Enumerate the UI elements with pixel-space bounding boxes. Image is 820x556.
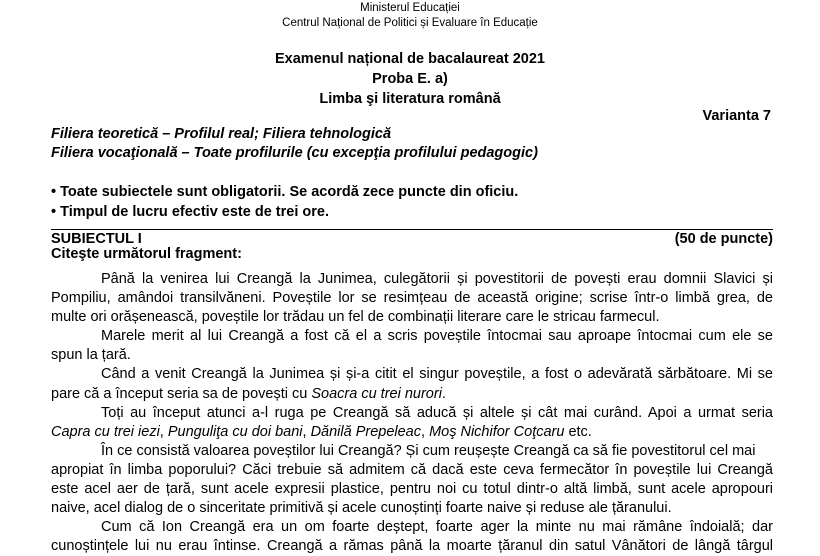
title-soacra: Soacra cu trei nurori <box>311 385 442 402</box>
fragment-line: apropiat în limba poporului? Căci trebuie să admitem că dacă este ceva fermecător în poveștile lui Creangă <box>51 461 773 478</box>
title-pungulita: Punguliţa cu doi bani <box>167 423 303 440</box>
title-danila: Dănilă Prepeleac <box>310 423 421 440</box>
section-instruction: Citeşte următorul fragment: <box>51 246 242 262</box>
fragment-line <box>51 423 773 442</box>
fragment-text: etc. <box>564 423 592 440</box>
fragment-line: naive, acel dialog de o sinceritate primitivă și acele cunoștinți foarte naive și reduse ale țăranului. <box>51 500 672 517</box>
exam-title: Examenul național de bacalaureat 2021 <box>275 51 545 67</box>
fragment-text: , <box>159 423 168 440</box>
fragment-line: Până la venirea lui Creangă la Junimea, culegătorii și povestitorii de povești erau domnii Slavici și <box>101 271 773 287</box>
exam-subject: Limba şi literatura română <box>319 91 501 107</box>
rule-mandatory: • Toate subiectele sunt obligatorii. Se acordă zece puncte din oficiu. <box>51 184 519 200</box>
fragment-line: Pompiliu, amândoi transilvăneni. Poveștile lor se resimțeau de această origine; scrise într-o limbă grea, de <box>51 290 773 307</box>
ministry-name: Ministerul Educației <box>360 2 460 14</box>
exam-proba: Proba E. a) <box>372 71 448 87</box>
fragment-line: spun la țară. <box>51 347 131 364</box>
section-title: SUBIECTUL I <box>51 231 142 247</box>
fragment-line: este acel aer de țară, sunt acele expresii plastice, pentru noi cu totul dintr-o altă limbă, sunt acele apropouri <box>51 481 773 498</box>
fragment-line: Cum că Ion Creangă era un om foarte deștept, foarte ager la minte nu mai rămâne îndoială; dar <box>101 519 773 536</box>
fragment-text: , <box>302 423 311 440</box>
reading-fragment <box>51 270 773 556</box>
fragment-line: cunoștințele lui nu erau întinse. Creangă a rămas până la moarte țăranul din satul Vânători de lângă târgul <box>51 538 773 555</box>
fragment-line: Marele merit al lui Creangă a fost că el a scris poveștile întocmai sau aproape întocmai cum ele se <box>101 328 773 345</box>
filiera-line-2: Filiera vocaţională – Toate profilurile (cu excepţia profilului pedagogic) <box>51 145 538 161</box>
section-points: (50 de puncte) <box>674 231 773 247</box>
centre-name: Centrul Național de Politici și Evaluare în Educație <box>282 17 538 29</box>
title-capra: Capra cu trei iezi <box>51 423 160 440</box>
fragment-line: multe ori orășenească, poveștile lor trădau un fel de combinații literare care le stricau farmecul. <box>51 309 660 326</box>
rule-time: • Timpul de lucru efectiv este de trei ore. <box>51 204 329 220</box>
fragment-line: În ce consistă valoarea poveștilor lui Creangă? Și cum reușește Creangă ca să fie povestitorul cel mai <box>101 442 756 459</box>
fragment-line: Când a venit Creangă la Junimea și și-a citit el singur poveștile, a fost o adevărată sărbătoare. Mi se <box>101 366 773 383</box>
fragment-line <box>51 385 773 404</box>
fragment-text: pare că a început seria sa de povești cu <box>51 385 312 402</box>
variant-label: Varianta 7 <box>702 108 771 124</box>
title-mos-nichifor: Moş Nichifor Coţcaru <box>429 423 565 440</box>
fragment-text: . <box>441 385 446 402</box>
filiera-line-1: Filiera teoretică – Profilul real; Filiera tehnologică <box>51 126 392 142</box>
fragment-line: Toți au început atunci a-l ruga pe Creangă să aducă și altele și cât mai curând. Apoi a urmat seria <box>101 404 773 421</box>
fragment-text: , <box>421 423 430 440</box>
